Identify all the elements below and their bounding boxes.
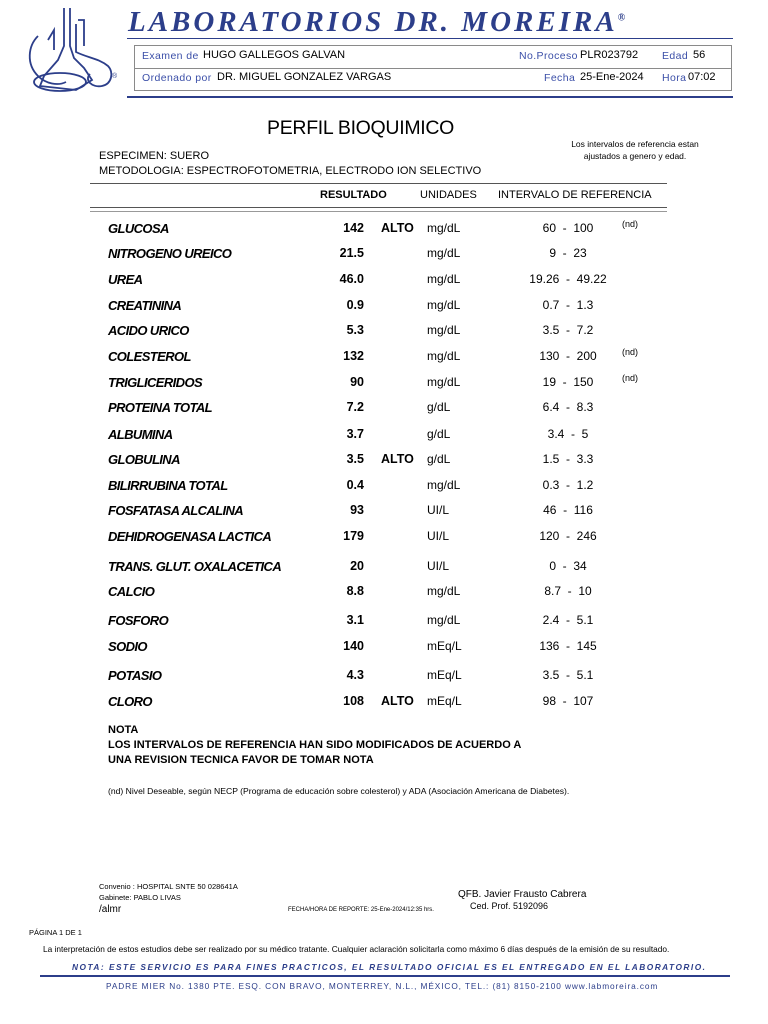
time-label: Hora (662, 72, 687, 84)
convenio-block (99, 881, 238, 903)
table-row (0, 349, 768, 367)
test-name: ACIDO URICO (108, 323, 189, 338)
col-reference: INTERVALO DE REFERENCIA (498, 189, 652, 201)
test-result: 3.7 (346, 427, 364, 441)
test-result: 46.0 (339, 272, 364, 286)
test-result: 140 (343, 639, 364, 653)
table-row (0, 323, 768, 341)
header-bottom-rule (127, 96, 733, 98)
test-result: 0.9 (346, 298, 364, 312)
table-row (0, 298, 768, 316)
test-name: TRANS. GLUT. OXALACETICA (108, 559, 282, 574)
test-result: 108 (343, 694, 364, 708)
nd-footnote: (nd) Nivel Deseable, según NECP (Programa de educación sobre colesterol) y ADA (Asociación Americana de Diabetes). (108, 786, 570, 796)
test-result: 5.3 (346, 323, 364, 337)
test-result: 3.1 (346, 613, 364, 627)
test-unit: UI/L (427, 503, 450, 517)
table-row (0, 427, 768, 445)
page-number: PÁGINA 1 DE 1 (29, 928, 82, 937)
table-row (0, 584, 768, 602)
signer-cedula: Ced. Prof. 5192096 (470, 901, 549, 911)
test-reference: 8.7 - 10 (544, 584, 592, 598)
lab-address: PADRE MIER No. 1380 PTE. ESQ. CON BRAVO, MONTERREY, N.L., MÉXICO, TEL.: (81) 8150-2100 www.labmoreira.com (106, 981, 659, 991)
methodology: METODOLOGIA: ESPECTROFOTOMETRIA, ELECTRODO ION SELECTIVO (99, 165, 482, 177)
lab-name: LABORATORIOS DR. MOREIRA® (128, 6, 626, 38)
lab-flask-logo (18, 6, 122, 96)
test-reference: 3.5 - 5.1 (542, 668, 594, 682)
test-name: TRIGLICERIDOS (108, 375, 203, 390)
nd-marker: (nd) (622, 347, 639, 357)
test-name: PROTEINA TOTAL (108, 400, 213, 415)
test-unit: mg/dL (427, 272, 461, 286)
test-unit: mg/dL (427, 221, 461, 235)
nota-line-1: LOS INTERVALOS DE REFERENCIA HAN SIDO MODIFICADOS DE ACUERDO A (108, 739, 522, 751)
test-unit: mg/dL (427, 613, 461, 627)
test-name: FOSFORO (108, 613, 169, 628)
nd-marker: (nd) (622, 373, 639, 383)
test-reference: 0 - 34 (549, 559, 587, 573)
test-unit: g/dL (427, 427, 451, 441)
table-row (0, 246, 768, 264)
proc-number: PLR023792 (580, 49, 639, 61)
test-name: DEHIDROGENASA LACTICA (108, 529, 272, 544)
test-name: FOSFATASA ALCALINA (108, 503, 244, 518)
test-name: BILIRRUBINA TOTAL (108, 478, 228, 493)
test-reference: 6.4 - 8.3 (542, 400, 594, 414)
table-row (0, 613, 768, 631)
test-unit: mg/dL (427, 375, 461, 389)
age-label: Edad (662, 50, 689, 62)
test-flag: ALTO (381, 452, 414, 466)
test-name: GLUCOSA (108, 221, 169, 236)
col-units: UNIDADES (420, 189, 477, 201)
test-result: 7.2 (346, 400, 364, 414)
test-name: NITROGENO UREICO (108, 246, 232, 261)
col-result: RESULTADO (320, 189, 387, 201)
table-row (0, 221, 768, 239)
table-row (0, 529, 768, 547)
test-reference: 60 - 100 (542, 221, 594, 235)
test-name: POTASIO (108, 668, 162, 683)
table-top-rule (90, 183, 667, 184)
test-result: 4.3 (346, 668, 364, 682)
table-row (0, 400, 768, 418)
test-result: 90 (350, 375, 364, 389)
test-reference: 46 - 116 (543, 503, 593, 517)
table-row (0, 694, 768, 712)
test-reference: 19.26 - 49.22 (529, 272, 607, 286)
official-note: NOTA: ESTE SERVICIO ES PARA FINES PRACTICOS, EL RESULTADO OFICIAL ES EL ENTREGADO EN EL LABORATORIO. (72, 962, 707, 972)
age-value: 56 (693, 49, 706, 61)
table-row (0, 559, 768, 577)
table-row (0, 478, 768, 496)
test-unit: mEq/L (427, 694, 462, 708)
test-result: 142 (343, 221, 364, 235)
doctor-name: DR. MIGUEL GONZALEZ VARGAS (217, 71, 392, 83)
test-reference: 0.3 - 1.2 (542, 478, 594, 492)
specimen-info (99, 149, 481, 179)
test-flag: ALTO (381, 221, 414, 235)
test-name: CREATININA (108, 298, 182, 313)
test-name: CALCIO (108, 584, 155, 599)
test-reference: 2.4 - 5.1 (542, 613, 594, 627)
test-result: 93 (350, 503, 364, 517)
test-unit: mEq/L (427, 639, 462, 653)
test-result: 179 (343, 529, 364, 543)
ordered-label: Ordenado por (142, 72, 212, 84)
test-unit: mg/dL (427, 478, 461, 492)
test-result: 3.5 (346, 452, 364, 466)
test-reference: 120 - 246 (539, 529, 597, 543)
report-timestamp: FECHA/HORA DE REPORTE: 25-Ene-2024/12:35 hrs. (288, 907, 434, 913)
table-row (0, 272, 768, 290)
nd-marker: (nd) (622, 219, 639, 229)
date-value: 25-Ene-2024 (580, 71, 644, 83)
test-reference: 130 - 200 (539, 349, 597, 363)
test-reference: 136 - 145 (539, 639, 597, 653)
exam-label: Examen de (142, 50, 199, 62)
test-name: GLOBULINA (108, 452, 180, 467)
disclaimer: La interpretación de estos estudios debe ser realizado por su médico tratante. Cualquier aclaración solicitarla como máximo 6 días después de la emisión de su resultado. (43, 944, 670, 954)
test-unit: g/dL (427, 400, 451, 414)
table-header-rule (90, 207, 667, 208)
test-reference: 98 - 107 (542, 694, 594, 708)
test-reference: 3.4 - 5 (547, 427, 589, 441)
test-reference: 19 - 150 (542, 375, 594, 389)
test-unit: g/dL (427, 452, 451, 466)
test-name: CLORO (108, 694, 152, 709)
test-unit: mg/dL (427, 246, 461, 260)
test-reference: 3.5 - 7.2 (542, 323, 594, 337)
test-name: UREA (108, 272, 143, 287)
specimen: ESPECIMEN: SUERO (99, 150, 210, 162)
test-reference: 1.5 - 3.3 (542, 452, 594, 466)
initials: /almr (99, 904, 122, 915)
test-unit: mEq/L (427, 668, 462, 682)
test-result: 132 (343, 349, 364, 363)
test-unit: mg/dL (427, 323, 461, 337)
convenio: Convenio : HOSPITAL SNTE 50 028641A (99, 882, 238, 891)
table-row (0, 668, 768, 686)
test-reference: 9 - 23 (549, 246, 587, 260)
test-result: 20 (350, 559, 364, 573)
test-flag: ALTO (381, 694, 414, 708)
patient-name: HUGO GALLEGOS GALVAN (203, 49, 346, 61)
test-result: 21.5 (339, 246, 364, 260)
svg-text:®: ® (112, 73, 118, 80)
table-row (0, 503, 768, 521)
test-name: COLESTEROL (108, 349, 191, 364)
header-rule (127, 38, 733, 39)
report-title: PERFIL BIOQUIMICO (267, 117, 455, 139)
test-unit: UI/L (427, 559, 450, 573)
test-result: 0.4 (346, 478, 364, 492)
table-header-rule-2 (90, 211, 667, 212)
footer-rule (40, 975, 730, 977)
table-row (0, 639, 768, 657)
proc-label: No.Proceso (519, 50, 578, 62)
test-unit: mg/dL (427, 298, 461, 312)
table-row (0, 375, 768, 393)
test-unit: UI/L (427, 529, 450, 543)
nota-block (108, 723, 521, 768)
test-result: 8.8 (346, 584, 364, 598)
date-label: Fecha (544, 72, 576, 84)
nota-title: NOTA (108, 724, 139, 736)
gabinete: Gabinete: PABLO LIVAS (99, 893, 181, 902)
test-unit: mg/dL (427, 584, 461, 598)
test-reference: 0.7 - 1.3 (542, 298, 594, 312)
nota-line-2: UNA REVISION TECNICA FAVOR DE TOMAR NOTA (108, 754, 374, 766)
test-name: ALBUMINA (108, 427, 173, 442)
test-unit: mg/dL (427, 349, 461, 363)
test-name: SODIO (108, 639, 147, 654)
ref-adjust-note: Los intervalos de referencia estan ajustados a genero y edad. (571, 139, 699, 161)
signer-name: QFB. Javier Frausto Cabrera (458, 889, 587, 900)
time-value: 07:02 (688, 71, 716, 83)
table-row (0, 452, 768, 470)
